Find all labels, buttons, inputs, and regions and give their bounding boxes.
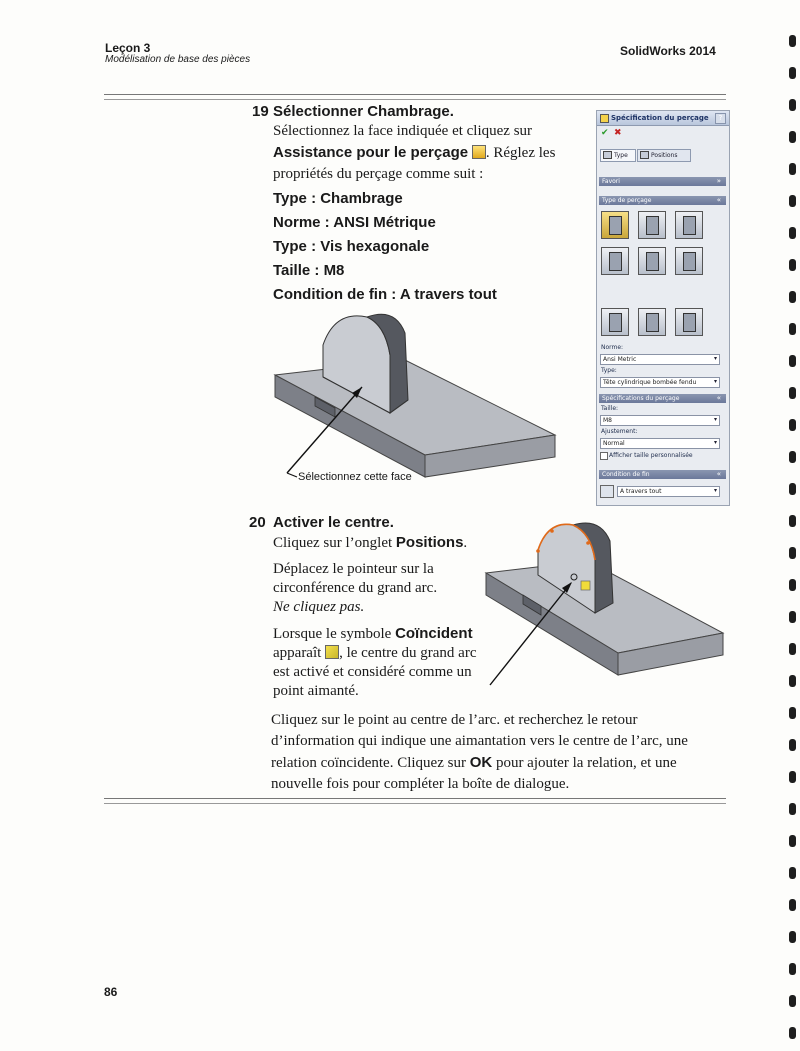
spec-end-condition: Condition de fin : A travers tout xyxy=(273,286,497,303)
step-20-title: Activer le centre. xyxy=(273,514,394,531)
end-condition-label: Condition de fin xyxy=(602,471,650,478)
counterbore-slot-button[interactable] xyxy=(601,308,629,336)
step-20-line-1-text: Cliquez sur l’onglet xyxy=(273,535,396,551)
countersink-icon xyxy=(646,216,659,235)
collapse-icon: « xyxy=(716,394,721,402)
countersink-slot-icon xyxy=(646,313,659,332)
end-condition-value: A travers tout xyxy=(620,488,662,495)
favori-section[interactable] xyxy=(599,177,726,186)
size-select[interactable] xyxy=(600,415,720,426)
chevron-down-icon: ▾ xyxy=(713,416,717,423)
tab-type[interactable] xyxy=(600,149,636,162)
step-19-line-2 xyxy=(273,142,573,164)
para-4-line-3 xyxy=(271,752,688,774)
tab-positions-label: Positions xyxy=(651,152,678,159)
straight-tap-icon xyxy=(609,252,622,271)
norme-select[interactable] xyxy=(600,354,720,365)
para-2-line-1: Déplacez le pointeur sur la xyxy=(273,561,434,577)
pm-title: Spécification du perçage xyxy=(611,114,709,122)
slot-button[interactable] xyxy=(675,308,703,336)
chevron-down-icon: ▾ xyxy=(713,439,717,446)
countersink-slot-button[interactable] xyxy=(638,308,666,336)
bottom-divider xyxy=(104,798,726,804)
para-3-line-2 xyxy=(273,644,477,663)
positions-tab-ref: Positions xyxy=(395,534,464,551)
hole-spec-property-manager xyxy=(596,110,730,506)
step-19-line-3: propriétés du perçage comme suit : xyxy=(273,166,484,182)
spec-size: Taille : M8 xyxy=(273,262,345,279)
select-face-caption: Sélectionnez cette face xyxy=(298,471,412,483)
counterbore-icon xyxy=(609,216,622,235)
custom-size-label: Afficher taille personnalisée xyxy=(609,452,693,459)
legacy-hole-icon xyxy=(683,252,696,271)
cancel-icon[interactable]: ✖ xyxy=(614,128,622,138)
expand-icon: » xyxy=(716,177,721,185)
counterbore-button[interactable] xyxy=(601,211,629,239)
page-number: 86 xyxy=(104,985,118,999)
type-value: Tête cylindrique bombée fendu xyxy=(603,379,697,386)
para-4-line-1: Cliquez sur le point au centre de l’arc. et recherchez le retour xyxy=(271,712,638,728)
para-4-line-2: d’information qui indique une aimantation vers le centre de l’arc, une xyxy=(271,733,688,749)
norme-value: Ansi Metric xyxy=(603,356,637,363)
collapse-icon: « xyxy=(716,470,721,478)
straight-tap-button[interactable] xyxy=(601,247,629,275)
step-20-number: 20 xyxy=(249,514,266,531)
book-title: SolidWorks 2014 xyxy=(620,44,716,58)
spec-list xyxy=(273,187,497,307)
hole-spec-section[interactable] xyxy=(599,394,726,403)
fit-label: Ajustement: xyxy=(601,428,638,435)
para-3-line-1-text: Lorsque le symbole xyxy=(273,626,396,642)
lesson-subtitle: Modélisation de base des pièces xyxy=(105,54,251,65)
legacy-hole-button[interactable] xyxy=(675,247,703,275)
step-20-line-1 xyxy=(273,532,467,554)
fit-value: Normal xyxy=(603,440,625,447)
hole-button[interactable] xyxy=(675,211,703,239)
pm-title-bar xyxy=(597,111,729,126)
step-20-para-2 xyxy=(273,560,437,617)
hole-wizard-title-icon xyxy=(600,114,609,123)
step-20-para-3 xyxy=(273,624,477,701)
positions-tab-icon xyxy=(640,151,649,159)
collapse-icon: « xyxy=(716,196,721,204)
hole-icon xyxy=(683,216,696,235)
para-4-line-3-tail: pour ajouter la relation, et une xyxy=(492,755,677,771)
chevron-down-icon: ▾ xyxy=(713,487,717,494)
part-illustration-20 xyxy=(468,515,730,700)
favori-label: Favori xyxy=(602,178,620,185)
fit-select[interactable] xyxy=(600,438,720,449)
step-20-para-4 xyxy=(271,710,688,795)
end-condition-select[interactable] xyxy=(617,486,720,497)
coincident-ref: Coïncident xyxy=(395,625,473,642)
step-19-body xyxy=(273,121,573,185)
size-label: Taille: xyxy=(601,405,619,412)
counterbore-slot-icon xyxy=(609,313,622,332)
ok-ref: OK xyxy=(469,754,493,771)
coincident-icon xyxy=(325,645,339,659)
para-3-line-2-tail: , le centre du grand arc xyxy=(339,645,477,661)
slot-icon xyxy=(683,313,696,332)
tapered-tap-button[interactable] xyxy=(638,247,666,275)
chevron-down-icon: ▾ xyxy=(713,355,717,362)
chevron-down-icon: ▾ xyxy=(713,378,717,385)
end-condition-section[interactable] xyxy=(599,470,726,479)
para-2-italic: Ne cliquez pas. xyxy=(273,599,365,615)
top-divider xyxy=(104,94,726,100)
para-3-line-1 xyxy=(273,624,477,644)
part-illustration-19 xyxy=(255,305,575,495)
hole-spec-label: Spécifications du perçage xyxy=(602,395,680,402)
lesson-number: Leçon 3 xyxy=(105,41,151,55)
spec-norme: Norme : ANSI Métrique xyxy=(273,214,436,231)
type-select[interactable] xyxy=(600,377,720,388)
spec-screw-type: Type : Vis hexagonale xyxy=(273,238,430,255)
step-19-title: Sélectionner Chambrage. xyxy=(273,103,454,120)
help-icon[interactable]: ? xyxy=(715,113,726,124)
tab-type-label: Type xyxy=(614,152,628,159)
reverse-direction-icon[interactable] xyxy=(600,485,614,498)
ok-icon[interactable]: ✔ xyxy=(601,128,609,138)
spec-type: Type : Chambrage xyxy=(273,190,403,207)
size-value: M8 xyxy=(603,417,612,424)
para-2-line-2: circonférence du grand arc. xyxy=(273,580,438,596)
hole-wizard-label: Assistance pour le perçage xyxy=(273,144,469,161)
tab-positions[interactable] xyxy=(637,149,691,162)
countersink-button[interactable] xyxy=(638,211,666,239)
step-19-line-1: Sélectionnez la face indiquée et cliquez sur xyxy=(273,123,533,139)
hole-type-section[interactable] xyxy=(599,196,726,205)
spiral-binding xyxy=(786,30,800,1040)
custom-size-checkbox[interactable] xyxy=(600,452,608,460)
tapered-tap-icon xyxy=(646,252,659,271)
para-3-line-2-text: apparaît xyxy=(273,645,326,661)
para-3-line-3: est activé et considéré comme un xyxy=(273,664,472,680)
type-tab-icon xyxy=(603,151,612,159)
step-19-line-2-tail: . Réglez les xyxy=(485,145,556,161)
hole-type-label: Type de perçage xyxy=(602,197,652,204)
para-3-line-4: point aimanté. xyxy=(273,683,359,699)
step-20-line-1-end: . xyxy=(463,535,468,551)
hole-wizard-icon xyxy=(472,145,486,159)
para-4-line-3-text: relation coïncidente. Cliquez sur xyxy=(271,755,470,771)
norme-label: Norme: xyxy=(601,344,624,351)
type-label: Type: xyxy=(601,367,617,374)
step-19-number: 19 xyxy=(252,103,269,120)
para-4-line-4: nouvelle fois pour compléter la boîte de dialogue. xyxy=(271,776,570,792)
